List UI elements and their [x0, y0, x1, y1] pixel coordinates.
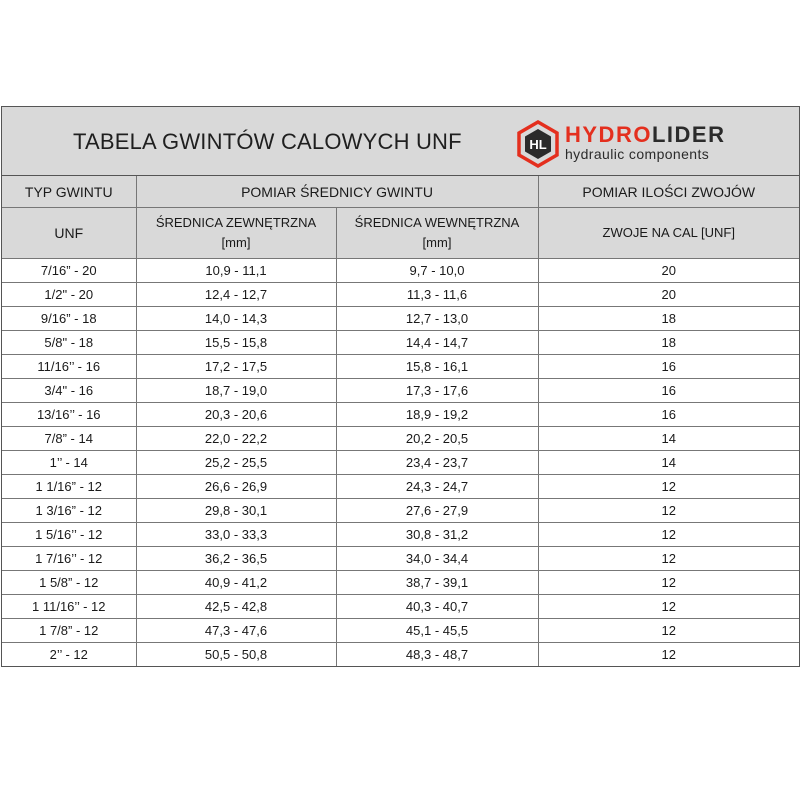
cell-inner-diameter: 45,1 - 45,5 [336, 619, 538, 643]
cell-thread-type: 3/4" - 16 [2, 379, 136, 403]
hl-hexagon-logo-icon [514, 120, 562, 168]
cell-outer-diameter: 15,5 - 15,8 [136, 331, 336, 355]
cell-outer-diameter: 10,9 - 11,1 [136, 259, 336, 283]
cell-outer-diameter: 25,2 - 25,5 [136, 451, 336, 475]
title-bar [2, 107, 799, 176]
cell-outer-diameter: 12,4 - 12,7 [136, 283, 336, 307]
thread-table-sheet [1, 106, 800, 667]
header-inner-label: ŚREDNICA WEWNĘTRZNA [354, 215, 520, 230]
table-row [2, 427, 799, 451]
cell-inner-diameter: 15,8 - 16,1 [336, 355, 538, 379]
cell-outer-diameter: 36,2 - 36,5 [136, 547, 336, 571]
cell-thread-type: 1 5/16’’ - 12 [2, 523, 136, 547]
cell-thread-type: 2’’ - 12 [2, 643, 136, 667]
table-row [2, 595, 799, 619]
cell-inner-diameter: 48,3 - 48,7 [336, 643, 538, 667]
table-row [2, 523, 799, 547]
cell-outer-diameter: 40,9 - 41,2 [136, 571, 336, 595]
header-row-groups [2, 176, 799, 208]
unf-thread-table [2, 176, 799, 666]
header-row-columns [2, 208, 799, 259]
cell-threads-per-inch: 12 [538, 499, 799, 523]
header-threads-per-inch: ZWOJE NA CAL [UNF] [538, 208, 799, 259]
table-row [2, 499, 799, 523]
cell-outer-diameter: 26,6 - 26,9 [136, 475, 336, 499]
table-row [2, 619, 799, 643]
cell-threads-per-inch: 12 [538, 643, 799, 667]
cell-threads-per-inch: 18 [538, 307, 799, 331]
header-inner-unit: [mm] [422, 235, 452, 250]
cell-threads-per-inch: 12 [538, 619, 799, 643]
cell-thread-type: 7/8” - 14 [2, 427, 136, 451]
table-row [2, 259, 799, 283]
cell-threads-per-inch: 16 [538, 379, 799, 403]
header-outer-diameter [136, 208, 336, 259]
header-outer-unit: [mm] [221, 235, 251, 250]
cell-inner-diameter: 11,3 - 11,6 [336, 283, 538, 307]
cell-thread-type: 9/16” - 18 [2, 307, 136, 331]
table-row [2, 547, 799, 571]
table-row [2, 283, 799, 307]
cell-inner-diameter: 24,3 - 24,7 [336, 475, 538, 499]
cell-thread-type: 11/16’’ - 16 [2, 355, 136, 379]
cell-outer-diameter: 29,8 - 30,1 [136, 499, 336, 523]
cell-threads-per-inch: 12 [538, 595, 799, 619]
cell-outer-diameter: 14,0 - 14,3 [136, 307, 336, 331]
cell-threads-per-inch: 12 [538, 571, 799, 595]
cell-thread-type: 1 11/16’’ - 12 [2, 595, 136, 619]
table-row [2, 379, 799, 403]
cell-outer-diameter: 22,0 - 22,2 [136, 427, 336, 451]
table-row [2, 331, 799, 355]
table-body [2, 259, 799, 667]
cell-thread-type: 1’’ - 14 [2, 451, 136, 475]
cell-threads-per-inch: 16 [538, 355, 799, 379]
cell-threads-per-inch: 14 [538, 451, 799, 475]
cell-threads-per-inch: 16 [538, 403, 799, 427]
cell-outer-diameter: 17,2 - 17,5 [136, 355, 336, 379]
cell-outer-diameter: 42,5 - 42,8 [136, 595, 336, 619]
header-diameter-group: POMIAR ŚREDNICY GWINTU [136, 176, 538, 208]
cell-inner-diameter: 38,7 - 39,1 [336, 571, 538, 595]
cell-threads-per-inch: 18 [538, 331, 799, 355]
hydrolider-logo [514, 120, 739, 168]
logo-tagline: hydraulic components [565, 146, 710, 162]
logo-brand-lider: LIDER [651, 122, 726, 147]
table-row [2, 307, 799, 331]
cell-inner-diameter: 14,4 - 14,7 [336, 331, 538, 355]
table-row [2, 571, 799, 595]
cell-thread-type: 1 5/8” - 12 [2, 571, 136, 595]
header-unf: UNF [2, 208, 136, 259]
header-thread-count-group: POMIAR ILOŚCI ZWOJÓW [538, 176, 799, 208]
cell-inner-diameter: 12,7 - 13,0 [336, 307, 538, 331]
table-row [2, 403, 799, 427]
header-outer-label: ŚREDNICA ZEWNĘTRZNA [155, 215, 317, 230]
header-thread-type: TYP GWINTU [2, 176, 136, 208]
cell-thread-type: 1 3/16” - 12 [2, 499, 136, 523]
cell-inner-diameter: 17,3 - 17,6 [336, 379, 538, 403]
logo-icon-letters: HL [529, 137, 547, 152]
cell-inner-diameter: 34,0 - 34,4 [336, 547, 538, 571]
cell-inner-diameter: 18,9 - 19,2 [336, 403, 538, 427]
cell-outer-diameter: 47,3 - 47,6 [136, 619, 336, 643]
cell-inner-diameter: 23,4 - 23,7 [336, 451, 538, 475]
cell-inner-diameter: 9,7 - 10,0 [336, 259, 538, 283]
cell-threads-per-inch: 14 [538, 427, 799, 451]
cell-outer-diameter: 20,3 - 20,6 [136, 403, 336, 427]
logo-brand-hydro: HYDRO [565, 122, 652, 147]
logo-wordmark [565, 124, 725, 146]
cell-outer-diameter: 33,0 - 33,3 [136, 523, 336, 547]
cell-threads-per-inch: 20 [538, 283, 799, 307]
cell-threads-per-inch: 20 [538, 259, 799, 283]
table-row [2, 451, 799, 475]
cell-thread-type: 1 7/8” - 12 [2, 619, 136, 643]
cell-thread-type: 5/8" - 18 [2, 331, 136, 355]
cell-outer-diameter: 50,5 - 50,8 [136, 643, 336, 667]
cell-thread-type: 13/16’’ - 16 [2, 403, 136, 427]
cell-inner-diameter: 27,6 - 27,9 [336, 499, 538, 523]
table-row [2, 643, 799, 667]
cell-thread-type: 1 1/16” - 12 [2, 475, 136, 499]
page-title: TABELA GWINTÓW CALOWYCH UNF [73, 129, 462, 154]
cell-inner-diameter: 40,3 - 40,7 [336, 595, 538, 619]
cell-inner-diameter: 30,8 - 31,2 [336, 523, 538, 547]
cell-threads-per-inch: 12 [538, 523, 799, 547]
cell-thread-type: 7/16” - 20 [2, 259, 136, 283]
table-row [2, 355, 799, 379]
table-row [2, 475, 799, 499]
cell-thread-type: 1 7/16’’ - 12 [2, 547, 136, 571]
cell-outer-diameter: 18,7 - 19,0 [136, 379, 336, 403]
cell-threads-per-inch: 12 [538, 475, 799, 499]
cell-threads-per-inch: 12 [538, 547, 799, 571]
cell-inner-diameter: 20,2 - 20,5 [336, 427, 538, 451]
cell-thread-type: 1/2" - 20 [2, 283, 136, 307]
header-inner-diameter [336, 208, 538, 259]
